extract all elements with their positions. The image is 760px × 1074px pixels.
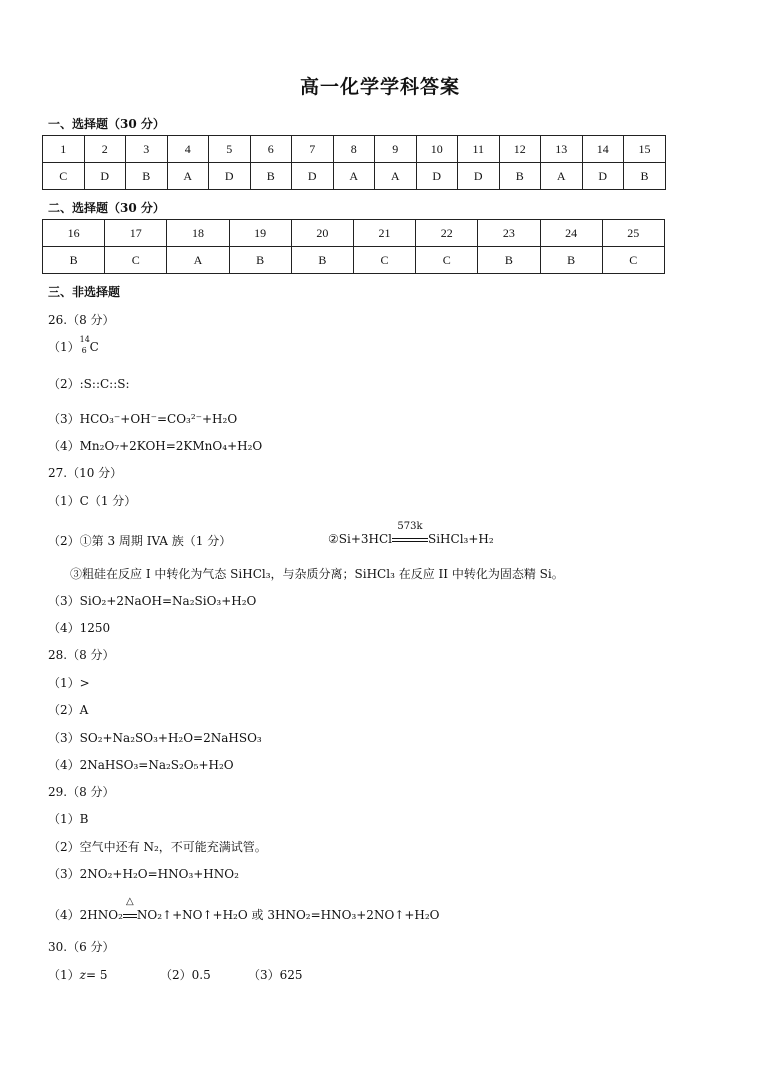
heat-condition: △ (126, 896, 134, 907)
q27-answer-3: （3）SiO₂+2NaOH=Na₂SiO₃+H₂O (48, 594, 257, 608)
q29-answer-2: （2）空气中还有 N₂，不可能充满试管。 (48, 840, 267, 854)
answer-cell: A (167, 247, 229, 274)
atomic-number: 6 (81, 346, 87, 355)
question-number: 9 (375, 136, 417, 163)
answer-cell: A (375, 163, 417, 190)
q29-answer-1: （1）B (48, 812, 89, 826)
table-1-numbers-row (43, 136, 666, 163)
q26-header: 26.（8 分） (48, 313, 115, 327)
question-number: 11 (458, 136, 500, 163)
q30-answer-3: （3）625 (248, 968, 303, 982)
q29-answer-3: （3）2NO₂+H₂O=HNO₃+HNO₂ (48, 867, 239, 881)
section-3-heading: 三、非选择题 (48, 285, 121, 299)
q28-answer-1: （1）> (48, 676, 90, 690)
question-number: 24 (540, 220, 602, 247)
q26-answer-2-prefix: （2） (48, 377, 80, 391)
q30-answer-2: （2）0.5 (160, 968, 211, 982)
answer-cell: D (209, 163, 251, 190)
q30-answer-1-prefix: （1） (48, 968, 80, 982)
question-number: 16 (43, 220, 105, 247)
q26-answer-1 (48, 335, 99, 355)
answer-cell: B (291, 247, 353, 274)
answer-cell: B (624, 163, 666, 190)
question-number: 23 (478, 220, 540, 247)
q27-answer-2-3: ③粗硅在反应 I 中转化为气态 SiHCl₃，与杂质分离；SiHCl₃ 在反应 II 中转化为固态精 Si。 (70, 567, 564, 581)
variable-value: = 5 (85, 968, 108, 982)
answer-cell: C (353, 247, 415, 274)
q28-header: 28.（8 分） (48, 648, 115, 662)
page-title: 高一化学学科答案 (299, 76, 460, 98)
q26-answer-2 (48, 375, 130, 392)
question-number: 25 (602, 220, 664, 247)
q27-answer-2-right (328, 521, 494, 546)
question-number: 15 (624, 136, 666, 163)
question-number: 10 (416, 136, 458, 163)
q26-answer-4: （4）Mn₂O₇+2KOH=2KMnO₄+H₂O (48, 439, 263, 453)
q28-answer-4: （4）2NaHSO₃=Na₂S₂O₅+H₂O (48, 758, 234, 772)
question-number: 14 (582, 136, 624, 163)
variable-z: z (79, 968, 86, 982)
mass-number: 14 (79, 335, 90, 344)
answer-table-1 (42, 135, 666, 190)
q27-header: 27.（10 分） (48, 466, 123, 480)
question-number: 1 (43, 136, 85, 163)
question-number: 2 (84, 136, 126, 163)
answer-cell: D (84, 163, 126, 190)
question-number: 12 (499, 136, 541, 163)
element-symbol: C (89, 340, 99, 354)
answer-cell: C (602, 247, 664, 274)
table-2-numbers-row (43, 220, 665, 247)
question-number: 20 (291, 220, 353, 247)
electron-dot-formula: :S::C::S: (79, 377, 130, 391)
question-number: 5 (209, 136, 251, 163)
q26-answer-1-prefix: （1） (48, 340, 80, 354)
question-number: 17 (105, 220, 167, 247)
question-number: 4 (167, 136, 209, 163)
equals-bar (392, 538, 428, 542)
question-number: 21 (353, 220, 415, 247)
question-number: 18 (167, 220, 229, 247)
q29-header: 29.（8 分） (48, 785, 115, 799)
question-number: 22 (416, 220, 478, 247)
table-2-answers-row (43, 247, 665, 274)
question-number: 7 (292, 136, 334, 163)
answer-cell: D (292, 163, 334, 190)
question-number: 3 (126, 136, 168, 163)
table-1-answers-row (43, 163, 666, 190)
answer-cell: C (416, 247, 478, 274)
equals-bar (123, 914, 137, 918)
reaction-products: NO₂↑+NO↑+H₂O 或 3HNO₂=HNO₃+2NO↑+H₂O (136, 908, 440, 922)
answer-cell: A (167, 163, 209, 190)
question-number: 6 (250, 136, 292, 163)
q28-answer-3: （3）SO₂+Na₂SO₃+H₂O=2NaHSO₃ (48, 731, 262, 745)
answer-cell: D (416, 163, 458, 190)
answer-cell: B (229, 247, 291, 274)
heat-condition-arrow (123, 896, 137, 922)
reaction-reactants: ②Si+3HCl (328, 532, 392, 546)
answer-cell: A (541, 163, 583, 190)
answer-cell: D (458, 163, 500, 190)
reaction-products: SiHCl₃+H₂ (428, 532, 494, 546)
answer-table-2 (42, 219, 665, 274)
answer-cell: D (582, 163, 624, 190)
section-2-heading: 二、选择题（30 分） (48, 201, 165, 215)
q27-answer-1: （1）C（1 分） (48, 494, 137, 508)
answer-cell: B (43, 247, 105, 274)
question-number: 13 (541, 136, 583, 163)
answer-cell: C (105, 247, 167, 274)
q30-answer-1 (48, 966, 107, 983)
question-number: 8 (333, 136, 375, 163)
q26-answer-3: （3）HCO₃⁻+OH⁻=CO₃²⁻+H₂O (48, 412, 238, 426)
question-number: 19 (229, 220, 291, 247)
q27-answer-4: （4）1250 (48, 621, 111, 635)
q27-answer-2-left: （2）①第 3 周期 IVA 族（1 分） (48, 534, 232, 548)
nuclide-symbol (79, 335, 90, 355)
answer-cell: B (499, 163, 541, 190)
answer-cell: B (126, 163, 168, 190)
answer-cell: B (540, 247, 602, 274)
reaction-reactants: （4）2HNO₂ (48, 908, 123, 922)
answer-cell: B (478, 247, 540, 274)
q28-answer-2: （2）A (48, 703, 89, 717)
reaction-condition-arrow (392, 521, 428, 546)
answer-cell: B (250, 163, 292, 190)
answer-cell: A (333, 163, 375, 190)
reaction-condition: 573k (397, 521, 423, 532)
q30-header: 30.（6 分） (48, 940, 115, 954)
section-1-heading: 一、选择题（30 分） (48, 117, 165, 131)
answer-cell: C (43, 163, 85, 190)
q29-answer-4 (48, 896, 440, 923)
